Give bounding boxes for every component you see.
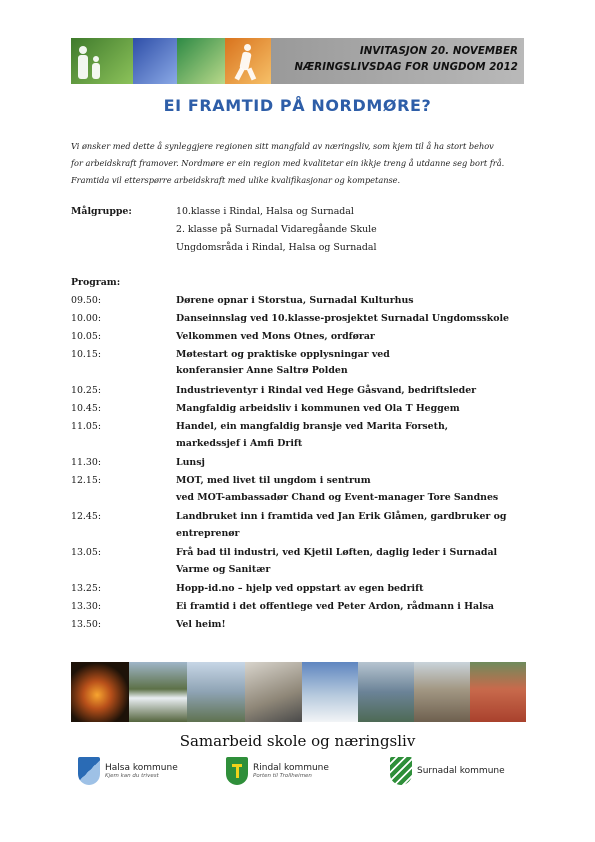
target-group-line: 2. klasse på Surnadal Vidaregåande Skule: [176, 224, 377, 235]
karate-photo: [245, 662, 302, 722]
program-time: 10.00:: [71, 313, 101, 324]
program-time: 09.50:: [71, 295, 101, 306]
family-photo-icon: [71, 38, 133, 84]
mountain-hike-photo: [187, 662, 245, 722]
program-item: Lunsj: [176, 457, 205, 468]
program-time: 10.45:: [71, 403, 101, 414]
program-item: Frå bad til industri, ved Kjetil Løften, daglig leder i Surnadal: [176, 547, 498, 558]
program-time: 11.05:: [71, 421, 101, 432]
program-item: Mangfaldig arbeidsliv i kommunen ved Ola T Heggem: [176, 403, 460, 414]
program-item: Møtestart og praktiske opplysningar ved: [176, 349, 390, 360]
program-time: 13.50:: [71, 619, 101, 630]
program-item: Dørene opnar i Storstua, Surnadal Kulturhus: [176, 295, 414, 306]
running-track-photo: [470, 662, 526, 722]
program-item-continued: entreprenør: [176, 528, 240, 539]
rindal-slogan: Porten til Trollheimen: [253, 773, 312, 779]
surnadal-logo: [390, 757, 505, 785]
program-item-continued: markedssjef i Amfi Drift: [176, 438, 303, 449]
program-item: Hopp-id.no – hjelp ved oppstart av egen bedrift: [176, 583, 424, 594]
program-item-continued: Varme og Sanitær: [176, 564, 271, 575]
rindal-logo: [226, 757, 329, 785]
piano-photo-icon: [133, 38, 177, 84]
surnadal-name: Surnadal kommune: [417, 766, 505, 776]
intro-line: Vi ønsker med dette å synleggjere regionen sitt mangfald av næringsliv, som kjem til å ha stort behov: [71, 141, 494, 151]
surnadal-coat-of-arms-icon: [390, 757, 412, 785]
photo-strip: [71, 662, 526, 722]
header-line-1: INVITASJON 20. NOVEMBER: [359, 46, 518, 57]
program-item: Velkommen ved Mons Otnes, ordførar: [176, 331, 375, 342]
program-item: Danseinnslag ved 10.klasse-prosjektet Surnadal Ungdomsskole: [176, 313, 510, 324]
halsa-slogan: Kjem kan du trivest: [105, 773, 159, 779]
program-item: Ei framtid i det offentlege ved Peter Ardon, rådmann i Halsa: [176, 601, 494, 612]
target-group-line: Ungdomsråda i Rindal, Halsa og Surnadal: [176, 242, 377, 253]
target-group-line: 10.klasse i Rindal, Halsa og Surnadal: [176, 206, 354, 217]
program-time: 13.05:: [71, 547, 101, 558]
program-time: 12.15:: [71, 475, 101, 486]
program-item-continued: konferansier Anne Saltrø Polden: [176, 365, 348, 376]
intro-line: for arbeidskraft framover. Nordmøre er ein region med kvalitetar ein ikkje treng å utdanne seg bort frå.: [71, 158, 505, 168]
program-time: 10.25:: [71, 385, 101, 396]
program-time: 13.30:: [71, 601, 101, 612]
program-item: MOT, med livet til ungdom i sentrum: [176, 475, 371, 486]
program-item: Landbruket inn i framtida ved Jan Erik Glåmen, gardbruker og: [176, 511, 507, 522]
program-item-continued: ved MOT-ambassadør Chand og Event-manager Tore Sandnes: [176, 492, 499, 503]
tagline: Samarbeid skole og næringsliv: [179, 732, 416, 750]
page-title: EI FRAMTID PÅ NORDMØRE?: [163, 96, 432, 115]
ski-lift-photo: [302, 662, 358, 722]
program-time: 12.45:: [71, 511, 101, 522]
intro-line: Framtida vil etterspørre arbeidskraft med ulike kvalifikasjonar og kompetanse.: [71, 175, 401, 185]
intro-paragraph: [71, 138, 531, 189]
rindal-coat-of-arms-icon: [226, 757, 248, 785]
header-banner: [71, 38, 524, 84]
program-time: 11.30:: [71, 457, 101, 468]
lake-landscape-photo: [358, 662, 414, 722]
runner-photo-icon: [225, 38, 271, 84]
halsa-logo: [78, 757, 178, 785]
bonfire-photo: [71, 662, 129, 722]
program-time: 13.25:: [71, 583, 101, 594]
program-item: Vel heim!: [176, 619, 226, 630]
target-group-label: Målgruppe:: [71, 206, 132, 217]
halsa-coat-of-arms-icon: [78, 757, 100, 785]
halsa-name: Halsa kommune: [105, 763, 178, 773]
waterfall-photo: [129, 662, 187, 722]
rocky-coast-photo: [414, 662, 470, 722]
leaf-photo-icon: [177, 38, 225, 84]
program-time: 10.05:: [71, 331, 101, 342]
header-line-2: NÆRINGSLIVSDAG FOR UNGDOM 2012: [294, 62, 518, 73]
program-item: Handel, ein mangfaldig bransje ved Marita Forseth,: [176, 421, 449, 432]
program-label: Program:: [71, 277, 121, 288]
program-item: Industrieventyr i Rindal ved Hege Gåsvand, bedriftsleder: [176, 385, 477, 396]
program-time: 10.15:: [71, 349, 101, 360]
rindal-name: Rindal kommune: [253, 763, 329, 773]
